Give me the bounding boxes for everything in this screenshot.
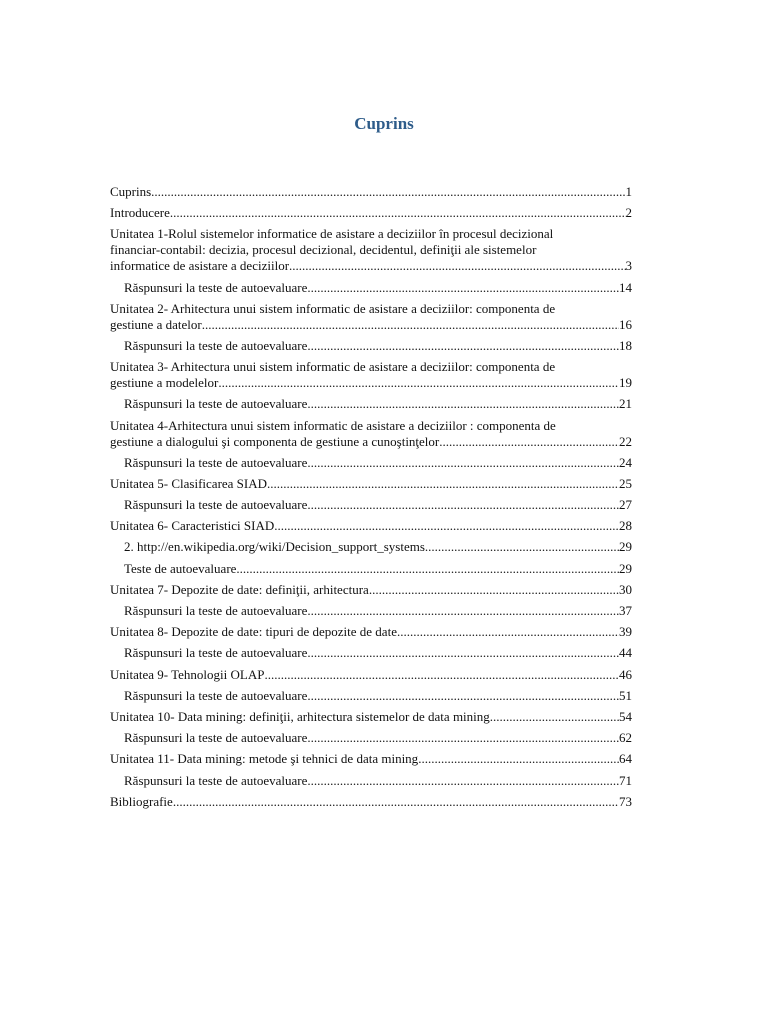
toc-entry[interactable] [110,773,632,789]
toc-page-number: 25 [619,475,632,491]
toc-entry[interactable] [110,205,632,221]
toc-entry[interactable] [110,476,632,492]
toc-page-number: 27 [619,497,632,513]
toc-entry[interactable] [110,561,632,577]
toc-page-number: 3 [625,258,632,274]
toc-entry-title: Răspunsuri la teste de autoevaluare [124,603,308,618]
toc-leader-dots [274,518,619,534]
toc-leader-dots [170,205,626,221]
toc-entry-title: Unitatea 6- Caracteristici SIAD [110,518,275,534]
toc-page-number: 71 [619,772,632,788]
toc-entry-title: Răspunsuri la teste de autoevaluare [124,497,308,513]
toc-entry[interactable] [110,184,632,200]
toc-entry-title: 2. http://en.wikipedia.org/wiki/Decision_support_systems [124,539,425,555]
toc-entry-title: Introducere [110,205,170,221]
toc-entry-title: Răspunsuri la teste de autoevaluare [124,687,308,703]
toc-leader-dots [369,582,619,598]
toc-leader-dots [307,645,619,661]
toc-entry[interactable] [110,624,632,640]
toc-entry[interactable] [110,418,632,450]
toc-leader-dots [307,688,619,704]
toc-leader-dots [418,751,619,767]
toc-entry-title: Răspunsuri la teste de autoevaluare [124,396,308,412]
toc-page-number: 29 [619,560,632,576]
toc-leader-dots [218,375,619,391]
toc-entry-title: Teste de autoevaluare [124,560,237,576]
toc-entry-title: Unitatea 10- Data mining: definiţii, arhitectura sistemelor de data mining [110,708,490,724]
toc-entry-line: Unitatea 1-Rolul sistemelor informatice de asistare a deciziilor în procesul decizional [110,226,554,242]
toc-entry[interactable] [110,455,632,471]
toc-page-number: 2 [625,205,632,221]
toc-entry[interactable] [110,688,632,704]
toc-entry-line: financiar-contabil: decizia, procesul decizional, decidentul, definiţii ale sistemelor [110,242,537,258]
toc-entry-line: Unitatea 4-Arhitectura unui sistem informatic de asistare a deciziilor : componenta de [110,417,556,433]
toc-leader-dots [307,280,619,296]
toc-entry-title: Răspunsuri la teste de autoevaluare [124,454,308,470]
toc-entry-title: Unitatea 11- Data mining: metode şi tehnici de data mining [110,751,419,767]
toc-entry[interactable] [110,280,632,296]
toc-entry[interactable] [110,359,632,391]
toc-page-number: 30 [619,581,632,597]
toc-page-number: 24 [619,454,632,470]
toc-entry-title: informatice de asistare a deciziilor [110,258,290,274]
page-title: Cuprins [354,114,414,133]
toc-page-number: 14 [619,279,632,295]
toc-page-number: 51 [619,687,632,703]
toc-entry[interactable] [110,226,632,274]
toc-page-number: 54 [619,708,632,724]
toc-page-number: 64 [619,751,632,767]
toc-leader-dots [490,709,619,725]
toc-leader-dots [307,773,619,789]
toc-leader-dots [289,258,625,274]
toc-entry-title: Cuprins [110,184,152,199]
toc-entry[interactable] [110,667,632,683]
toc-entry[interactable] [110,582,632,598]
toc-entry[interactable] [110,396,632,412]
toc-leader-dots [439,434,619,450]
toc-page-number: 19 [619,375,632,391]
toc-leader-dots [307,603,619,619]
toc-leader-dots [307,730,619,746]
toc-entry[interactable] [110,518,632,534]
toc-leader-dots [173,794,619,810]
toc-entry-title: Răspunsuri la teste de autoevaluare [124,772,308,788]
toc-entry-line: Unitatea 2- Arhitectura unui sistem informatic de asistare a deciziilor: componenta de [110,300,556,316]
toc-entry-title: Răspunsuri la teste de autoevaluare [124,279,308,295]
toc-leader-dots [397,624,619,640]
toc-entry-title: gestiune a datelor [110,316,202,332]
toc-page-number: 46 [619,666,632,682]
toc-page-number: 16 [619,316,632,332]
toc-leader-dots [236,561,619,577]
toc-entry-title: gestiune a dialogului şi componenta de gestiune a cunoştinţelor [110,433,440,449]
toc-page-number: 29 [619,539,632,555]
toc-entry-title: Răspunsuri la teste de autoevaluare [124,730,308,746]
toc-entry-title: Unitatea 5- Clasificarea SIAD [110,475,268,491]
toc-page-number: 22 [619,433,632,449]
toc-entry[interactable] [110,497,632,513]
toc-entry-title: Răspunsuri la teste de autoevaluare [124,337,308,353]
toc-entry[interactable] [110,603,632,619]
toc-entry[interactable] [110,730,632,746]
toc-leader-dots [425,539,619,555]
toc-leader-dots [264,667,619,683]
table-of-contents [110,184,632,815]
toc-leader-dots [307,455,619,471]
toc-entry[interactable] [110,539,632,555]
toc-leader-dots [307,497,619,513]
toc-entry[interactable] [110,794,632,810]
toc-page-number: 18 [619,337,632,353]
toc-page-number: 73 [619,793,632,809]
toc-entry[interactable] [110,709,632,725]
toc-entry[interactable] [110,645,632,661]
toc-entry[interactable] [110,338,632,354]
toc-page-number: 62 [619,730,632,746]
toc-entry-title: Unitatea 7- Depozite de date: definiţii, arhitectura [110,581,369,597]
toc-leader-dots [307,338,619,354]
toc-page-number: 21 [619,396,632,412]
toc-entry-title: Unitatea 8- Depozite de date: tipuri de depozite de date [110,624,397,640]
toc-leader-dots [151,184,625,200]
toc-leader-dots [267,476,619,492]
toc-entry-title: Bibliografie [110,793,173,809]
toc-leader-dots [202,317,619,333]
toc-entry-title: gestiune a modelelor [110,375,219,391]
toc-entry[interactable] [110,751,632,767]
toc-entry-title: Unitatea 9- Tehnologii OLAP [110,666,265,682]
toc-page-number: 1 [625,184,632,199]
toc-page-number: 39 [619,624,632,640]
toc-entry-title: Răspunsuri la teste de autoevaluare [124,645,308,661]
toc-entry[interactable] [110,301,632,333]
toc-page-number: 44 [619,645,632,661]
toc-entry-line: Unitatea 3- Arhitectura unui sistem informatic de asistare a deciziilor: componenta de [110,359,556,375]
toc-page-number: 37 [619,603,632,618]
toc-page-number: 28 [619,518,632,534]
toc-leader-dots [307,396,619,412]
